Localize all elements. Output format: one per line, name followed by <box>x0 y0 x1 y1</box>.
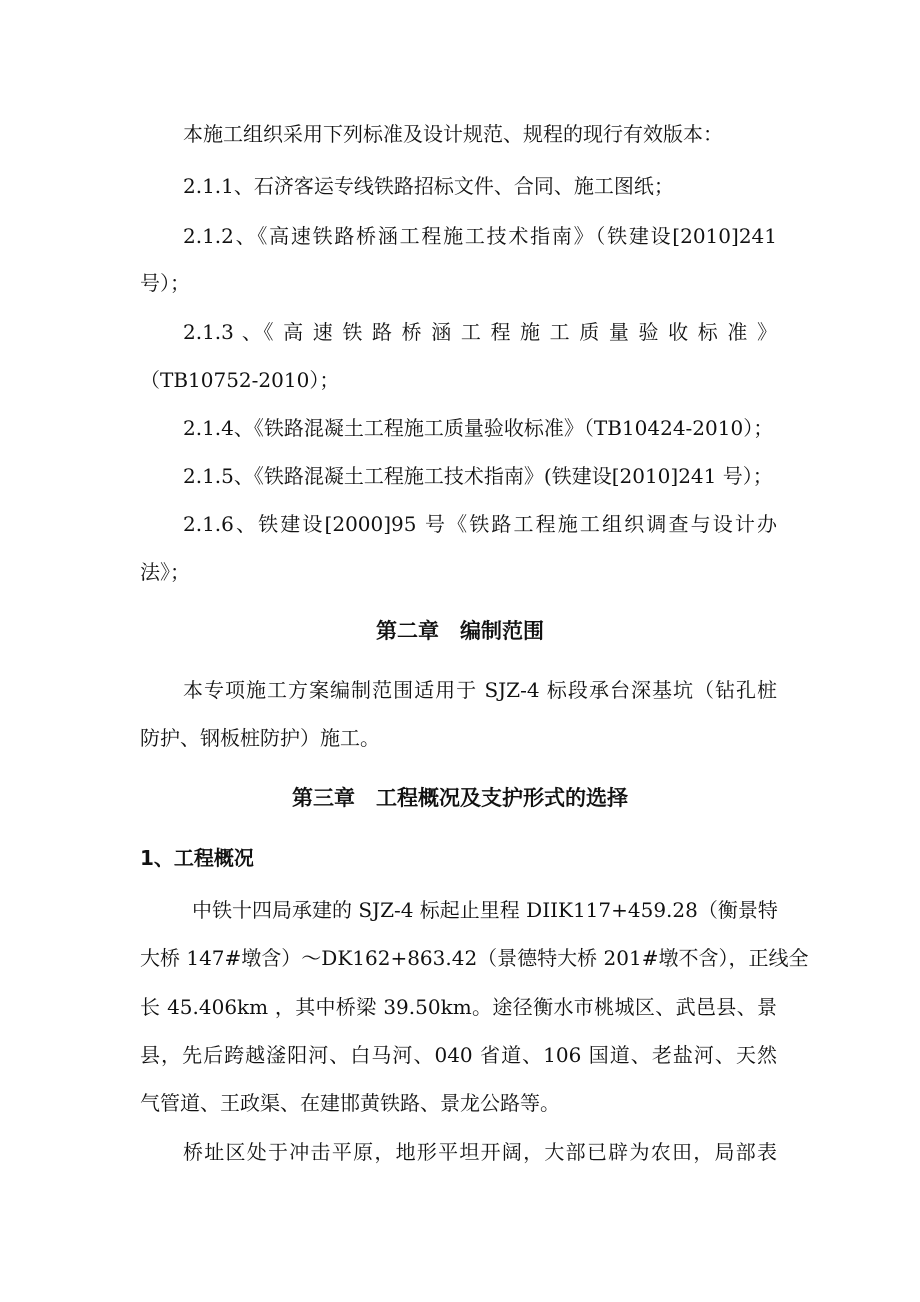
overview-paragraph-line-3: 长 45.406km ，其中桥梁 39.50km。途径衡水市桃城区、武邑县、景 <box>140 995 777 1019</box>
chapter-2-title: 第二章 编制范围 <box>376 619 544 643</box>
standard-item-2-1-3-cont: （TB10752-2010）； <box>140 368 340 392</box>
standard-item-2-1-3: 2.1.3 、《 高 速 铁 路 桥 涵 工 程 施 工 质 量 验 收 标 准 》 <box>183 320 777 344</box>
overview-paragraph-line-1: 中铁十四局承建的 SJZ-4 标起止里程 DIIK117+459.28（衡景特 <box>192 898 778 922</box>
chapter-3-title: 第三章 工程概况及支护形式的选择 <box>292 786 628 810</box>
standard-item-2-1-6-cont: 法》； <box>140 560 190 584</box>
overview-paragraph-line-2: 大桥 147#墩含）～DK162+863.42（景德特大桥 201#墩不含），正线全 <box>140 946 809 970</box>
standard-item-2-1-1: 2.1.1、石济客运专线铁路招标文件、合同、施工图纸； <box>183 174 674 198</box>
standard-item-2-1-2: 2.1.2、《高速铁路桥涵工程施工技术指南》（铁建设[2010]241 <box>183 224 777 248</box>
chapter-2-paragraph-cont: 防护、钢板桩防护）施工。 <box>140 726 380 750</box>
standard-item-2-1-2-cont: 号）； <box>140 271 190 295</box>
standard-item-2-1-5: 2.1.5、《铁路混凝土工程施工技术指南》(铁建设[2010]241 号）； <box>183 464 773 488</box>
overview-paragraph-line-5: 气管道、王政渠、在建邯黄铁路、景龙公路等。 <box>140 1091 560 1115</box>
chapter-2-paragraph: 本专项施工方案编制范围适用于 SJZ-4 标段承台深基坑（钻孔桩 <box>183 678 777 702</box>
overview-paragraph-line-4: 县，先后跨越滏阳河、白马河、040 省道、106 国道、老盐河、天然 <box>140 1043 777 1067</box>
terrain-paragraph-line-1: 桥址区处于冲击平原，地形平坦开阔，大部已辟为农田，局部表 <box>183 1140 777 1164</box>
section-1-title: 1、工程概况 <box>140 846 254 870</box>
intro-text: 本施工组织采用下列标准及设计规范、规程的现行有效版本： <box>183 122 723 146</box>
standard-item-2-1-4: 2.1.4、《铁路混凝土工程施工质量验收标准》（TB10424-2010）； <box>183 416 774 440</box>
standard-item-2-1-6: 2.1.6、铁建设[2000]95 号《铁路工程施工组织调查与设计办 <box>183 512 777 536</box>
